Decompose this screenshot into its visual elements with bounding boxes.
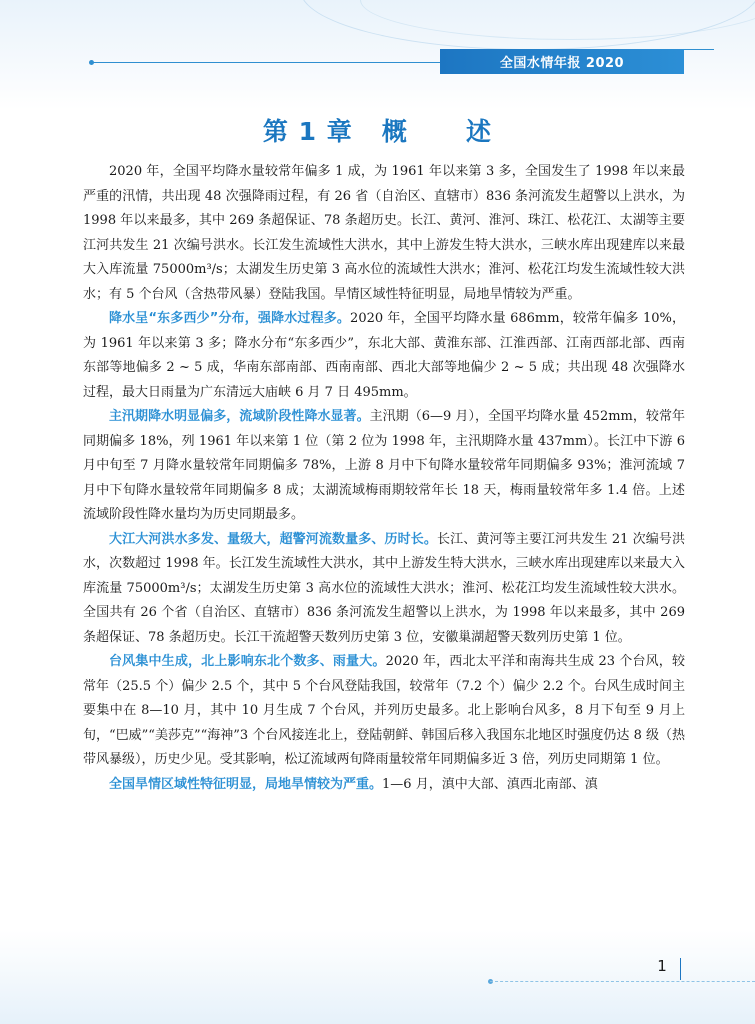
paragraph-lead: 主汛期降水明显偏多，流域阶段性降水显著。: [109, 409, 370, 424]
paragraph-precipitation: [83, 307, 685, 405]
report-title-banner: 全国水情年报 2020: [440, 49, 684, 74]
paragraph-typhoons: [83, 650, 685, 773]
paragraph-lead: 大江大河洪水多发、量级大，超警河流数量多、历时长。: [109, 531, 438, 547]
body-text: [83, 160, 685, 797]
footer-rule-vertical: [680, 958, 681, 980]
paragraph-text: 2020 年，全国平均降水量 686mm，较常年偏多 10%，为 1961 年以来第 3 多；降水分布“东多西少”，东北大部、黄淮东部、江淮西部、江南西部北部、西南东部等地偏多 2 ~ 5 成，华南东部南部、西南南部、西北大部等地偏少 2 ~ 5 成；共出现 48 次强降水过程，最大日雨量为广东清远大庙峡 6 月 7 日 495mm。: [83, 311, 685, 400]
paragraph-flood-season: [83, 405, 685, 528]
paragraph-text: 2020 年，全国平均降水量较常年偏多 1 成，为 1961 年以来第 3 多，全国发生了 1998 年以来最严重的汛情，共出现 48 次强降雨过程，有 26 省（自治区、直辖市）836 条河流发生超警以上洪水，为 1998 年以来最多，其中 269 条超保证、78 条超历史。长江、黄河、淮河、珠江、松花江、太湖等主要江河共发生 21 次编号洪水。长江发生流域性大洪水，其中上游发生特大洪水，三峡水库出现建库以来最大入库流量 75000m³/s；太湖发生历史第 3 高水位的流域性大洪水；淮河、松花江均发生流域性较大洪水；有 5 个台风（含热带风暴）登陆我国。旱情区域性特征明显，局地旱情较为严重。: [83, 164, 685, 302]
page-number: 1: [657, 957, 667, 975]
footer-background: [0, 930, 755, 1024]
paragraph-text: 主汛期（6—9 月），全国平均降水量 452mm，较常年同期偏多 18%，列 1961 年以来第 1 位（第 2 位为 1998 年，主汛期降水量 437mm）。长江中下游 6 月中旬至 7 月降水量较常年同期偏多 78%，上游 8 月中下旬降水量较常年同期偏多 93%；淮河流域 7 月中下旬降水量较常年同期偏多 8 成；太湖流域梅雨期较常年长 18 天，梅雨量较常年多 1.4 倍。上述流域阶段性降水量均为历史同期最多。: [83, 409, 685, 522]
paragraph-river-floods: [83, 528, 685, 651]
paragraph-lead: 降水呈“东多西少”分布，强降水过程多。: [109, 311, 351, 326]
paragraph-text: 1—6 月，滇中大部、滇西北南部、滇: [382, 776, 598, 792]
header-rule-tail: [684, 49, 714, 50]
header-rule: [92, 62, 442, 63]
paragraph-text: 2020 年，西北太平洋和南海共生成 23 个台风，较常年（25.5 个）偏少 2.5 个，其中 5 个台风登陆我国，较常年（7.2 个）偏少 2.2 个。台风生成时间主要集中在 8—10 月，其中 10 月生成 7 个台风，并列历史最多。北上影响台风多，8 月下旬至 9 月上旬，“巴威”“美莎克”“海神”3 个台风接连北上，登陆朝鲜、韩国后移入我国东北地区时强度仍达 8 级（热带风暴级），历史少见。受其影响，松辽流域两旬降雨量较常年同期偏多近 3 倍，列历史同期第 1 位。: [83, 654, 686, 767]
paragraph-lead: 台风集中生成，北上影响东北个数多、雨量大。: [109, 654, 386, 669]
paragraph-drought: [83, 773, 685, 798]
chapter-title: 第 1 章 概 述: [262, 117, 493, 146]
paragraph-intro: [83, 160, 685, 307]
footer-rule: [490, 981, 755, 982]
paragraph-lead: 全国旱情区域性特征明显，局地旱情较为严重。: [109, 776, 383, 792]
paragraph-text: 长江、黄河等主要江河共发生 21 次编号洪水，次数超过 1998 年。长江发生流域性大洪水，其中上游发生特大洪水，三峡水库出现建库以来最大入库流量 75000m³/s；太湖发生历史第 3 高水位的流域性大洪水；淮河、松花江均发生流域性较大洪水。全国共有 26 个省（自治区、直辖市）836 条河流发生超警以上洪水，为 1998 年以来最多，其中 269 条超保证、78 条超历史。长江干流超警天数列历史第 3 位，安徽巢湖超警天数列历史第 1 位。: [83, 531, 685, 645]
